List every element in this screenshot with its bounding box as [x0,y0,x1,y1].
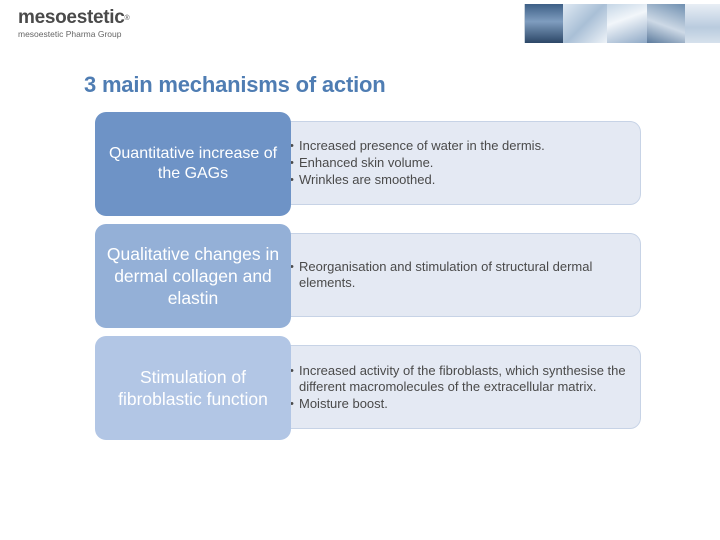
mechanism-point: • Increased presence of water in the dermis. [290,138,626,154]
mechanism-point-list [290,258,626,292]
slide-title: 3 main mechanisms of action [84,72,386,97]
banner-photo-laboratory [563,4,607,43]
banner-photo-building [525,4,563,43]
mechanism-details [275,345,641,429]
header-photo-banner [524,4,720,43]
logo-name: mesoestetic [18,7,125,28]
mechanism-point: • Reorganisation and stimulation of structural dermal elements. [290,259,626,291]
mechanism-row-collagen [95,224,645,328]
mechanism-heading [95,336,291,440]
mechanism-point: • Enhanced skin volume. [290,155,626,171]
mechanism-point-list [290,362,626,413]
mechanism-heading [95,224,291,328]
banner-photo-equipment [647,4,685,43]
registered-mark: ® [124,15,130,22]
mechanism-heading-label: Stimulation of fibroblastic function [118,367,268,409]
mechanism-heading-label: Qualitative changes in dermal collagen and elastin [106,244,280,308]
mechanism-point-list [290,137,626,189]
mechanism-row-gags [95,112,645,216]
mechanism-details [275,233,641,317]
mechanism-point: • Increased activity of the fibroblasts, which synthesise the different macromolecules of the extracellular matrix. [290,363,626,395]
mechanism-point: • Moisture boost. [290,396,626,412]
mechanism-details [275,121,641,205]
company-logo [18,8,129,39]
mechanism-row-fibroblast [95,336,645,440]
mechanism-heading-label: Quantitative increase of the GAGs [108,145,278,182]
logo-tagline: mesoestetic Pharma Group [18,29,122,39]
mechanism-heading [95,112,291,216]
banner-photo-science [607,4,647,43]
mechanism-point: • Wrinkles are smoothed. [290,172,626,188]
banner-photo-facility [685,4,720,43]
